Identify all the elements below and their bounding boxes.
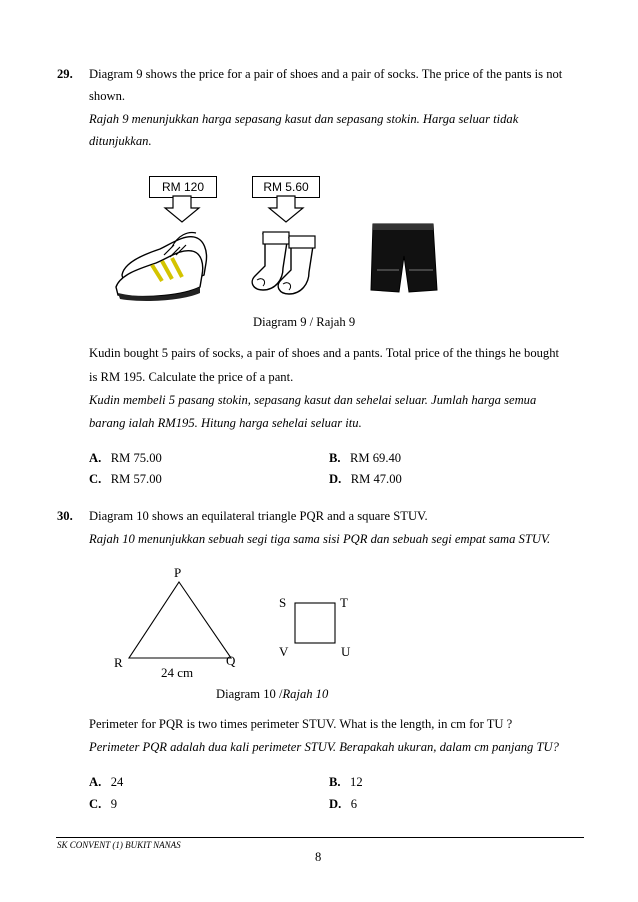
q29-option-c-letter: C. bbox=[89, 472, 102, 486]
question-29-text-en-2: shown. bbox=[89, 89, 126, 103]
price-tag-shoes: RM 120 bbox=[149, 176, 217, 198]
square-label-s: S bbox=[279, 595, 287, 610]
q29-option-d-text: RM 47.00 bbox=[350, 472, 402, 486]
q29-option-a[interactable] bbox=[89, 451, 162, 466]
diagram-10-caption bbox=[216, 687, 328, 702]
triangle-side-label: 24 cm bbox=[161, 665, 194, 680]
square-stuv-diagram bbox=[294, 602, 338, 646]
question-30-body-ms: Perimeter PQR adalah dua kali perimeter STUV. Berapakah ukuran, dalam cm panjang TU? bbox=[89, 740, 559, 754]
q30-option-a[interactable] bbox=[89, 775, 123, 790]
q29-option-a-text: RM 75.00 bbox=[110, 451, 162, 465]
q29-option-d[interactable] bbox=[329, 472, 402, 487]
q30-option-a-letter: A. bbox=[89, 775, 102, 789]
square-label-t: T bbox=[340, 595, 348, 610]
q30-option-a-text: 24 bbox=[110, 775, 124, 789]
triangle-label-r: R bbox=[114, 655, 123, 670]
q30-option-b-text: 12 bbox=[350, 775, 363, 789]
question-30-text-en: Diagram 10 shows an equilateral triangle PQR and a square STUV. bbox=[89, 509, 428, 523]
shoes-icon bbox=[112, 225, 212, 305]
down-arrow-icon-shoes bbox=[163, 196, 203, 226]
question-29-text-ms-2: ditunjukkan. bbox=[89, 134, 152, 148]
question-29-body-ms-1: Kudin membeli 5 pasang stokin, sepasang kasut dan sehelai seluar. Jumlah harga semua bbox=[89, 393, 537, 407]
question-29-body-en-2: is RM 195. Calculate the price of a pant. bbox=[89, 370, 294, 384]
q30-option-d[interactable] bbox=[329, 797, 357, 812]
q29-option-d-letter: D. bbox=[329, 472, 342, 486]
q29-option-c[interactable] bbox=[89, 472, 162, 487]
question-29-text-ms-1: Rajah 9 menunjukkan harga sepasang kasut dan sepasang stokin. Harga seluar tidak bbox=[89, 112, 519, 126]
question-30-number: 30. bbox=[57, 509, 73, 523]
q30-option-c-text: 9 bbox=[110, 797, 117, 811]
down-arrow-icon-socks bbox=[267, 196, 307, 226]
q30-option-c[interactable] bbox=[89, 797, 117, 812]
question-29-text-en-1: Diagram 9 shows the price for a pair of shoes and a pair of socks. The price of the pants is not bbox=[89, 67, 563, 81]
q30-option-d-letter: D. bbox=[329, 797, 342, 811]
q30-option-c-letter: C. bbox=[89, 797, 102, 811]
question-29-body-en-1: Kudin bought 5 pairs of socks, a pair of shoes and a pants. Total price of the things he bought bbox=[89, 346, 560, 360]
q29-option-c-text: RM 57.00 bbox=[110, 472, 162, 486]
triangle-pqr-diagram bbox=[125, 580, 235, 660]
page-number: 8 bbox=[315, 850, 322, 864]
q30-option-b[interactable] bbox=[329, 775, 363, 790]
q29-option-b-letter: B. bbox=[329, 451, 341, 465]
question-29-number: 29. bbox=[57, 67, 73, 81]
square-label-u: U bbox=[341, 644, 351, 659]
footer-rule bbox=[56, 837, 584, 838]
q30-option-d-text: 6 bbox=[350, 797, 357, 811]
question-30-text-ms: Rajah 10 menunjukkan sebuah segi tiga sama sisi PQR dan sebuah segi empat sama STUV. bbox=[89, 532, 551, 546]
price-tag-socks: RM 5.60 bbox=[252, 176, 320, 198]
question-29-body-ms-2: barang ialah RM195. Hitung harga sehelai seluar itu. bbox=[89, 416, 362, 430]
triangle-label-p: P bbox=[174, 565, 182, 580]
triangle-label-q: Q bbox=[226, 653, 236, 668]
diagram-10-caption-en: Diagram 10 / bbox=[216, 687, 283, 701]
q30-option-b-letter: B. bbox=[329, 775, 341, 789]
q29-option-b-text: RM 69.40 bbox=[350, 451, 402, 465]
diagram-9-caption: Diagram 9 / Rajah 9 bbox=[253, 315, 356, 329]
pants-icon bbox=[369, 220, 439, 296]
question-30-body-en: Perimeter for PQR is two times perimeter STUV. What is the length, in cm for TU ? bbox=[89, 717, 513, 731]
footer-school-name: SK CONVENT (1) BUKIT NANAS bbox=[57, 840, 181, 850]
socks-icon bbox=[247, 228, 327, 300]
q29-option-b[interactable] bbox=[329, 451, 401, 466]
square-label-v: V bbox=[279, 644, 289, 659]
q29-option-a-letter: A. bbox=[89, 451, 102, 465]
diagram-10-caption-ms: Rajah 10 bbox=[282, 687, 329, 701]
